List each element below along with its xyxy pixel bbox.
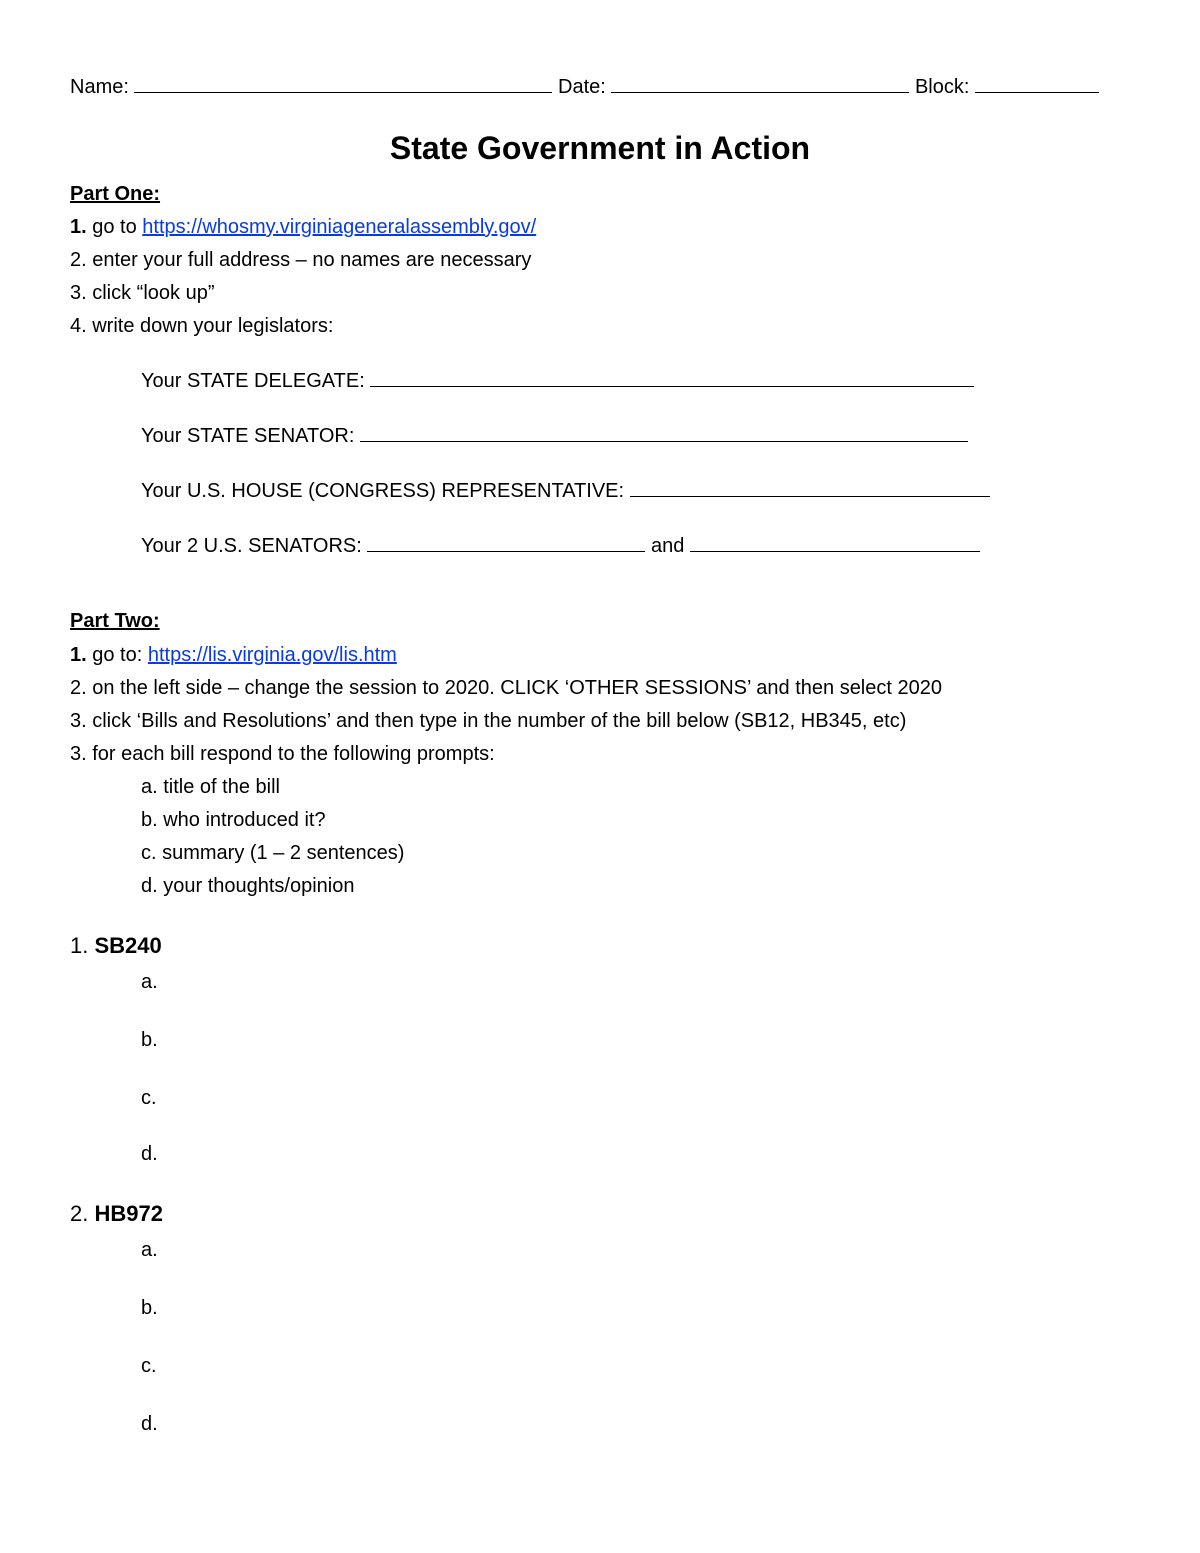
bill-id: HB972 [94,1201,163,1226]
part-one-step-2: 2. enter your full address – no names are necessary [70,249,532,271]
part-two-step-3: 3. click ‘Bills and Resolutions’ and then type in the number of the bill below (SB12, HB345, etc) [70,710,907,732]
answer-letter[interactable]: c. [141,1355,157,1377]
answer-letter[interactable]: d. [141,1143,158,1165]
whosmy-link[interactable]: https://whosmy.virginiageneralassembly.gov/ [142,216,537,238]
state-senator-row [141,423,968,448]
part-one-step-4: 4. write down your legislators: [70,315,334,337]
step-text: go to [92,216,137,238]
block-label: Block: [914,76,970,98]
state-delegate-blank[interactable] [370,368,974,387]
page-title: State Government in Action [389,130,811,166]
date-blank[interactable] [611,74,909,93]
answer-letter[interactable]: a. [141,1239,158,1261]
prompt-item: b. who introduced it? [141,809,326,831]
answer-letter[interactable]: a. [141,971,158,993]
lis-link[interactable]: https://lis.virginia.gov/lis.htm [147,644,397,666]
header-row [70,74,1099,99]
answer-letter[interactable]: c. [141,1087,157,1109]
state-senator-blank[interactable] [360,423,968,442]
us-senator-2-blank[interactable] [690,533,980,552]
name-label: Name: [70,76,129,98]
us-house-blank[interactable] [630,478,990,497]
part-one-step-3: 3. click “look up” [70,282,215,304]
state-senator-label: Your STATE SENATOR: [141,425,355,447]
and-label: and [650,535,685,557]
us-senators-row [141,533,980,558]
us-house-row [141,478,990,503]
block-blank[interactable] [975,74,1099,93]
date-label: Date: [558,76,606,98]
part-one-step-1 [70,215,536,239]
state-delegate-row [141,368,974,393]
us-senator-1-blank[interactable] [367,533,645,552]
bill-id: SB240 [94,933,162,958]
answer-letter[interactable]: b. [141,1029,158,1051]
bill-number: 2. [70,1201,89,1226]
answer-letter[interactable]: b. [141,1297,158,1319]
answer-letter[interactable]: d. [141,1413,158,1435]
state-delegate-label: Your STATE DELEGATE: [141,370,365,392]
us-senators-label: Your 2 U.S. SENATORS: [141,535,362,557]
bill-number: 1. [70,933,89,958]
part-two-heading: Part Two: [70,610,160,632]
part-two-step-2: 2. on the left side – change the session to 2020. CLICK ‘OTHER SESSIONS’ and then select 2020 [70,677,942,699]
step-number: 1. [70,216,87,238]
step-number: 1. [70,644,87,666]
prompt-item: c. summary (1 – 2 sentences) [141,842,405,864]
us-house-label: Your U.S. HOUSE (CONGRESS) REPRESENTATIVE: [141,480,625,502]
part-two-step-4: 3. for each bill respond to the following prompts: [70,743,495,765]
prompt-item: a. title of the bill [141,776,280,798]
prompt-item: d. your thoughts/opinion [141,875,355,897]
part-one-heading: Part One: [70,183,161,205]
step-text: go to: [92,644,143,666]
part-two-step-1 [70,643,397,667]
name-blank[interactable] [134,74,552,93]
bill-heading [70,934,162,958]
bill-heading [70,1202,163,1226]
